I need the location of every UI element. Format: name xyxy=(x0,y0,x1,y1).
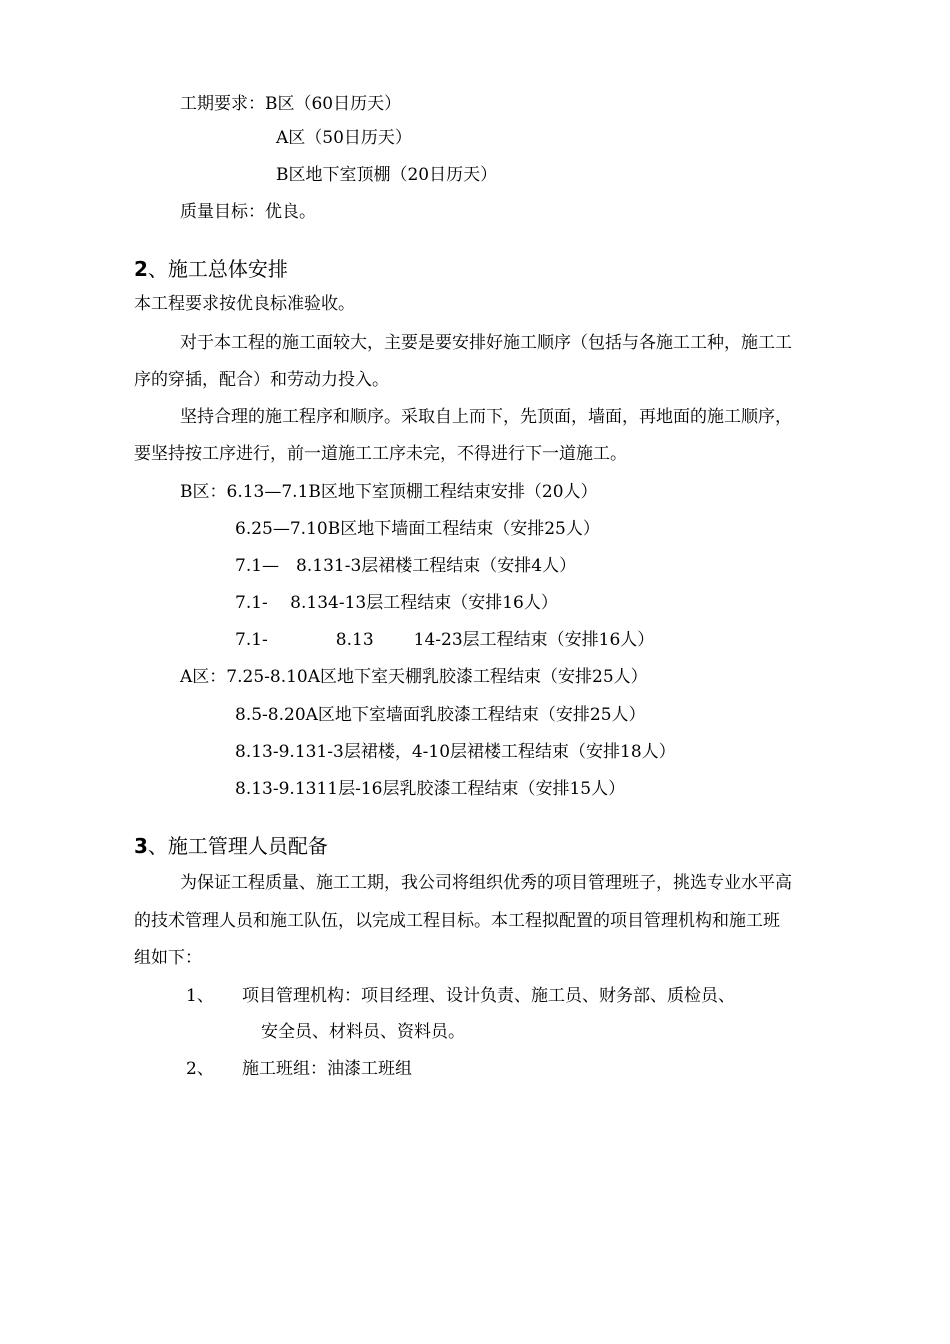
schedule-row: 8.13-9.1311层-16层乳胶漆工程结束（安排15人） xyxy=(235,779,626,799)
zone-a-row xyxy=(180,666,648,688)
schedule-row: 7.25-8.10A区地下室天棚乳胶漆工程结束（安排25人） xyxy=(226,667,648,687)
list-item-marker: 2、 xyxy=(186,1059,214,1079)
schedule-item: A区（50日历天） xyxy=(276,128,412,148)
schedule-row: 6.25—7.10B区地下墙面工程结束（安排25人） xyxy=(235,519,600,539)
schedule-item: B区地下室顶棚（20日历天） xyxy=(276,165,498,185)
paragraph-line: 的技术管理人员和施工队伍，以完成工程目标。本工程拟配置的项目管理机构和施工班 xyxy=(134,911,780,931)
list-item-marker: 1、 xyxy=(186,986,214,1006)
paragraph-line: 坚持合理的施工程序和顺序。采取自上而下，先顶面，墙面，再地面的施工顺序， xyxy=(180,407,792,427)
schedule-row: 7.1- 8.134-13层工程结束（安排16人） xyxy=(235,593,558,613)
schedule-label: 工期要求： xyxy=(180,94,265,114)
schedule-row: 8.5-8.20A区地下室墙面乳胶漆工程结束（安排25人） xyxy=(235,705,646,725)
paragraph-line: 对于本工程的施工面较大，主要是要安排好施工顺序（包括与各施工工种，施工工 xyxy=(180,333,792,353)
schedule-row xyxy=(235,629,654,651)
schedule-row-desc: 14-23层工程结束（安排16人） xyxy=(413,630,655,650)
section-number: 2 xyxy=(134,257,148,281)
quality-label: 质量目标： xyxy=(180,202,265,222)
zone-b-label: B区： xyxy=(180,482,227,502)
paragraph-line: 组如下： xyxy=(134,948,202,968)
list-item-text: 项目管理机构：项目经理、设计负责、施工员、财务部、质检员、 xyxy=(242,986,735,1006)
schedule-item: B区（60日历天） xyxy=(265,94,402,114)
section-number: 3 xyxy=(134,834,148,858)
section-heading xyxy=(134,256,288,282)
schedule-row: 8.13-9.131-3层裙楼，4-10层裙楼工程结束（安排18人） xyxy=(235,742,676,762)
zone-a-label: A区： xyxy=(180,667,227,687)
paragraph-line: 要坚持按工序进行，前一道施工工序未完，不得进行下一道施工。 xyxy=(134,444,627,464)
schedule-row-end: 8.13 xyxy=(335,630,374,650)
section-title: 、施工管理人员配备 xyxy=(147,834,328,858)
section-title: 、施工总体安排 xyxy=(147,257,288,281)
section-heading xyxy=(134,833,328,859)
paragraph: 本工程要求按优良标准验收。 xyxy=(134,294,355,314)
quality-value: 优良。 xyxy=(265,202,316,222)
paragraph-line: 序的穿插，配合）和劳动力投入。 xyxy=(134,370,389,390)
schedule-row: 6.13—7.1B区地下室顶棚工程结束安排（20人） xyxy=(226,482,598,502)
list-item-continuation: 安全员、材料员、资料员。 xyxy=(261,1022,465,1042)
list-item-text: 施工班组：油漆工班组 xyxy=(242,1059,412,1079)
paragraph-line: 为保证工程质量、施工工期，我公司将组织优秀的项目管理班子，挑选专业水平高 xyxy=(180,873,792,893)
zone-b-row xyxy=(180,481,598,503)
quality-line xyxy=(180,201,316,223)
schedule-row: 7.1— 8.131-3层裙楼工程结束（安排4人） xyxy=(235,556,577,576)
schedule-row-start: 7.1- xyxy=(235,630,268,650)
schedule-line-b xyxy=(180,93,401,115)
